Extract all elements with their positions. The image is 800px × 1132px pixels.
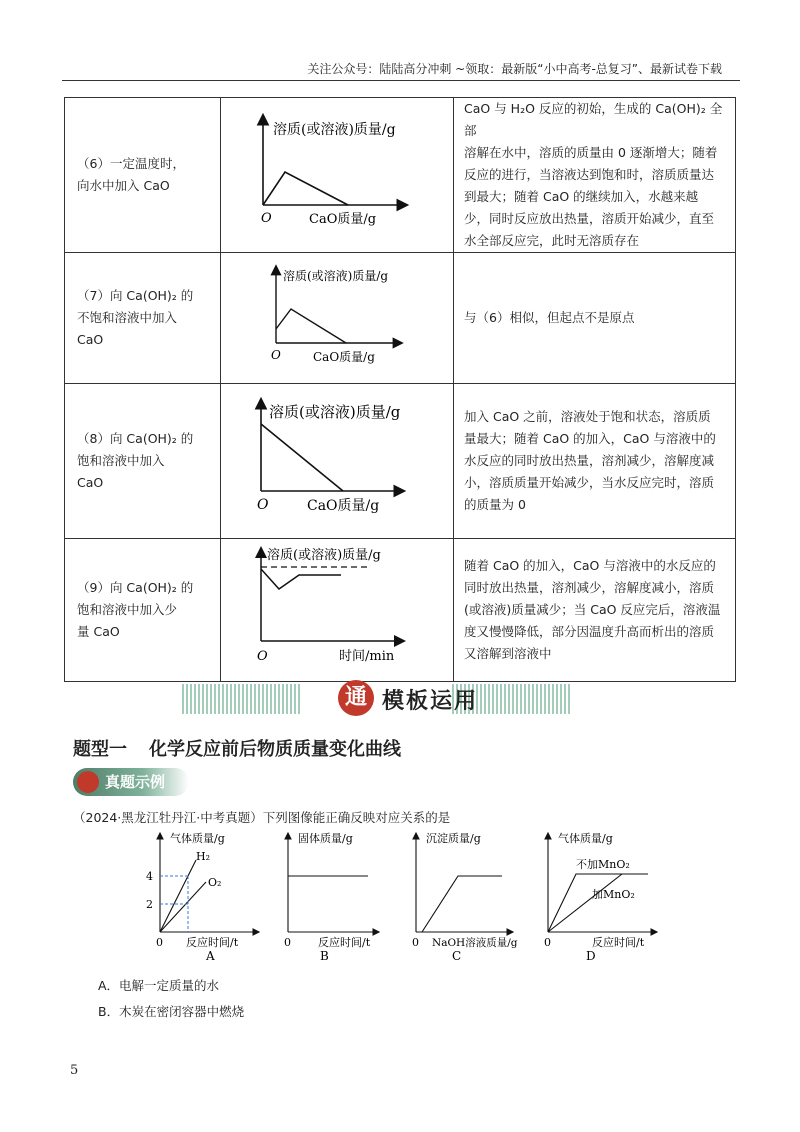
- svg-text:B: B: [320, 949, 329, 963]
- template-banner: [182, 676, 562, 722]
- svg-text:0: 0: [284, 936, 291, 949]
- row-label: （6）一定温度时， 向水中加入 CaO: [65, 98, 221, 253]
- figure-b: [284, 831, 378, 963]
- svg-text:NaOH溶液质量/g: NaOH溶液质量/g: [432, 937, 518, 949]
- page-number: 5: [70, 1063, 79, 1078]
- option-b: B．木炭在密闭容器中燃烧: [98, 1004, 245, 1019]
- graph-xlabel: CaO质量/g: [309, 211, 377, 227]
- row-desc: 与（6）相似，但起点不是原点: [454, 253, 736, 384]
- flask-icon: [77, 771, 99, 793]
- banner-stripe-left: [182, 684, 302, 714]
- figure-c: [412, 831, 518, 963]
- section-title: 题型一 化学反应前后物质质量变化曲线: [73, 739, 401, 760]
- svg-text:反应时间/t: 反应时间/t: [186, 936, 239, 949]
- svg-text:H₂: H₂: [196, 850, 211, 863]
- row-desc: 随着 CaO 的加入，CaO 与溶液中的水反应的 同时放出热量，溶剂减少，溶解度减小，溶质 (或溶液)质量减少；当 CaO 反应完后，溶液温 度又慢慢降低，部分因温度升高而析出的溶质 又溶解到溶液中: [454, 539, 736, 682]
- svg-text:加MnO₂: 加MnO₂: [592, 888, 635, 901]
- graph-8: [221, 384, 453, 534]
- graph-origin: O: [257, 497, 269, 513]
- graph-origin: O: [261, 210, 272, 226]
- question-stem: （2024·黑龙江牡丹江·中考真题）下列图像能正确反映对应关系的是: [73, 810, 451, 825]
- row-desc: CaO 与 H₂O 反应的初始，生成的 Ca(OH)₂ 全部 溶解在水中，溶质的质量由 0 逐渐增大；随着 反应的进行，当溶液达到饱和时，溶质质量达 到最大；随着 CaO 的继续加入，水越来越 少，同时反应放出热量，溶质开始减少，直至 水全部反应完，此时无溶质存在: [454, 98, 736, 253]
- svg-text:反应时间/t: 反应时间/t: [318, 936, 371, 949]
- answer-figures: [140, 828, 700, 968]
- graph-origin: O: [271, 348, 281, 362]
- header-rule: [62, 80, 740, 81]
- graph-9: [221, 539, 453, 677]
- row-graph: [221, 384, 454, 539]
- svg-text:气体质量/g: 气体质量/g: [558, 832, 613, 845]
- row-desc: 加入 CaO 之前，溶液处于饱和状态，溶质质 量最大；随着 CaO 的加入，CaO 与溶液中的 水反应的同时放出热量，溶剂减少，溶解度减 小，溶质质量开始减少，当水反应完时，溶质 的质量为 0: [454, 384, 736, 539]
- svg-text:O₂: O₂: [208, 876, 222, 889]
- table-row: [65, 98, 736, 253]
- graph-7: [221, 253, 453, 379]
- row-label: （9）向 Ca(OH)₂ 的 饱和溶液中加入少 量 CaO: [65, 539, 221, 682]
- row-graph: [221, 253, 454, 384]
- svg-text:反应时间/t: 反应时间/t: [592, 936, 645, 949]
- svg-text:2: 2: [146, 898, 153, 911]
- svg-text:C: C: [452, 949, 462, 963]
- figure-d: [544, 831, 656, 963]
- svg-text:4: 4: [146, 870, 153, 883]
- graph-ylabel: 溶质(或溶液)质量/g: [267, 548, 381, 563]
- graph-ylabel: 溶质(或溶液)质量/g: [273, 121, 396, 138]
- graph-xlabel: CaO质量/g: [313, 350, 375, 364]
- svg-text:气体质量/g: 气体质量/g: [170, 832, 225, 845]
- graph-ylabel: 溶质(或溶液)质量/g: [269, 403, 401, 421]
- svg-text:D: D: [586, 949, 596, 963]
- row-label: （8）向 Ca(OH)₂ 的 饱和溶液中加入 CaO: [65, 384, 221, 539]
- svg-text:0: 0: [544, 936, 551, 949]
- table-row: [65, 384, 736, 539]
- table-row: [65, 539, 736, 682]
- row-graph: [221, 539, 454, 682]
- svg-text:沉淀质量/g: 沉淀质量/g: [426, 832, 481, 845]
- svg-text:不加MnO₂: 不加MnO₂: [576, 858, 630, 871]
- banner-title: 模板运用: [382, 688, 479, 714]
- graph-origin: O: [257, 649, 268, 664]
- graph-xlabel: 时间/min: [339, 649, 395, 664]
- svg-text:0: 0: [156, 936, 163, 949]
- graph-6: [221, 102, 453, 245]
- row-label: （7）向 Ca(OH)₂ 的 不饱和溶液中加入 CaO: [65, 253, 221, 384]
- table-row: [65, 253, 736, 384]
- svg-text:A: A: [206, 949, 215, 963]
- graph-ylabel: 溶质(或溶液)质量/g: [283, 269, 389, 283]
- graph-xlabel: CaO质量/g: [307, 498, 380, 514]
- svg-text:0: 0: [412, 936, 419, 949]
- svg-text:固体质量/g: 固体质量/g: [298, 832, 353, 845]
- page-header: 关注公众号：陆陆高分冲刺 ~领取：最新版“小中高考-总复习”、最新试卷下载: [307, 62, 722, 76]
- option-a: A．电解一定质量的水: [98, 978, 220, 993]
- banner-icon: 通: [338, 680, 374, 716]
- figure-a: [146, 831, 258, 963]
- row-graph: [221, 98, 454, 253]
- summary-table: [64, 97, 736, 682]
- example-badge: 真题示例: [73, 768, 189, 796]
